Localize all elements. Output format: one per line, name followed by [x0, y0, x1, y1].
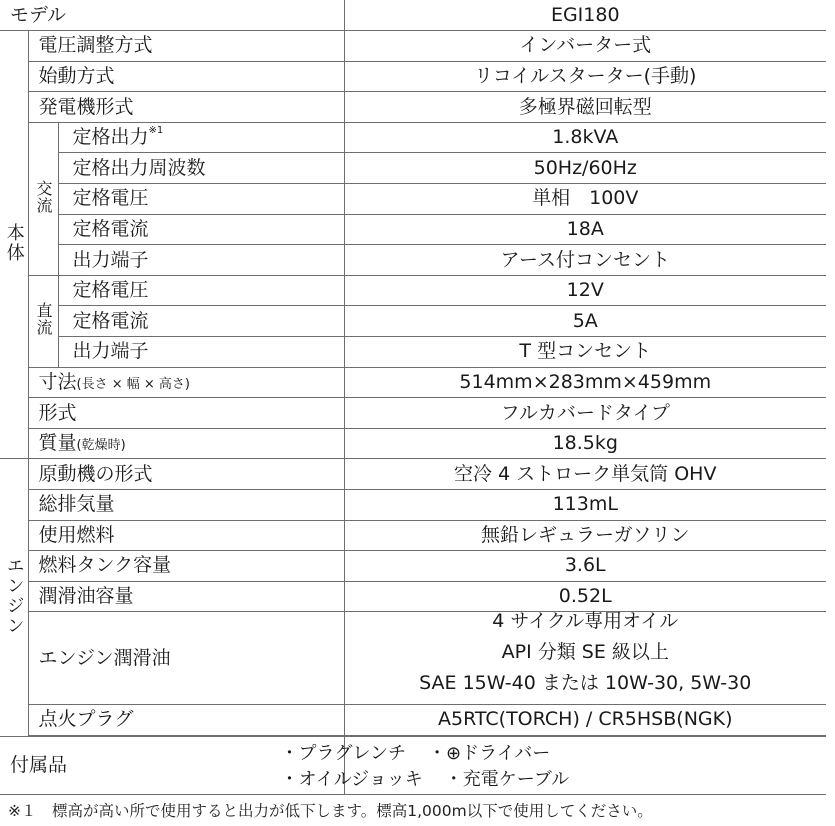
spec-label: 形式	[28, 398, 344, 429]
spec-label: 始動方式	[28, 61, 344, 92]
spec-value: インバーター式	[344, 31, 826, 62]
spec-value: アース付コンセント	[344, 245, 826, 276]
spec-sublabel: (長さ × 幅 × 高さ)	[76, 376, 190, 392]
accessories-items	[280, 736, 826, 794]
accessory-item: ・プラグレンチ	[280, 742, 407, 764]
oil-line: SAE 15W-40 または 10W-30, 5W-30	[419, 671, 752, 694]
spec-row	[0, 367, 826, 398]
spec-label: 潤滑油容量	[28, 581, 344, 612]
model-value: EGI180	[344, 0, 826, 31]
spec-value: A5RTC(TORCH) / CR5HSB(NGK)	[344, 705, 826, 736]
spec-row	[0, 184, 826, 215]
accessories-label: 付属品	[0, 736, 344, 794]
spec-value: リコイルスターター(手動)	[344, 61, 826, 92]
spec-row	[0, 551, 826, 582]
spec-value: 514mm×283mm×459mm	[344, 367, 826, 398]
spec-row	[0, 214, 826, 245]
spec-label: 定格電圧	[58, 275, 344, 306]
spec-label: 燃料タンク容量	[28, 551, 344, 582]
spec-label: エンジン潤滑油	[28, 612, 344, 705]
spec-value: 18A	[344, 214, 826, 245]
group-ac-label: 交流	[28, 122, 58, 275]
spec-row	[0, 337, 826, 368]
spec-row	[0, 398, 826, 429]
spec-row	[0, 31, 826, 62]
spec-label: 質量(乾燥時)	[28, 428, 344, 459]
spec-row	[0, 245, 826, 276]
spec-label: 総排気量	[28, 490, 344, 521]
oil-line: 4 サイクル専用オイル	[492, 610, 679, 633]
spec-label: 出力端子	[58, 337, 344, 368]
spec-label: 定格電流	[58, 306, 344, 337]
group-engine-label: エンジン	[0, 459, 28, 736]
model-row	[0, 0, 826, 31]
model-label: モデル	[0, 0, 344, 31]
accessories-row	[0, 736, 826, 794]
spec-label: 発電機形式	[28, 92, 344, 123]
spec-row	[0, 520, 826, 551]
spec-label: 定格電流	[58, 214, 344, 245]
spec-value: 1.8kVA	[344, 122, 826, 153]
spec-value: 単相 100V	[344, 184, 826, 215]
oil-line: API 分類 SE 級以上	[501, 640, 669, 663]
spec-label: 寸法(長さ × 幅 × 高さ)	[28, 367, 344, 398]
accessory-item: ・オイルジョッキ	[280, 768, 423, 790]
spec-value: 50Hz/60Hz	[344, 153, 826, 184]
spec-value: T 型コンセント	[344, 337, 826, 368]
group-body-label: 本体	[0, 31, 28, 459]
spec-label: 定格出力$^{※1}$	[58, 122, 344, 153]
footnote: ※１ 標高が高い所で使用すると出力が低下します。標高1,000m以下で使用してください。	[8, 802, 653, 820]
spec-label: 定格出力周波数	[58, 153, 344, 184]
spec-label: 電圧調整方式	[28, 31, 344, 62]
spec-row	[0, 306, 826, 337]
spec-row	[0, 153, 826, 184]
accessory-item: ・充電ケーブル	[444, 768, 570, 790]
spec-value: 3.6L	[344, 551, 826, 582]
spec-label: 原動機の形式	[28, 459, 344, 490]
spec-value: フルカバードタイプ	[344, 398, 826, 429]
spec-row	[0, 122, 826, 153]
spec-value: 12V	[344, 275, 826, 306]
spec-value: 5A	[344, 306, 826, 337]
spec-label: 使用燃料	[28, 520, 344, 551]
spec-row	[0, 581, 826, 612]
spec-sublabel: (乾燥時)	[76, 438, 126, 454]
spec-value: 113mL	[344, 490, 826, 521]
spec-value: 0.52L	[344, 581, 826, 612]
spec-row-oil	[0, 612, 826, 705]
spec-label: 出力端子	[58, 245, 344, 276]
spec-row	[0, 92, 826, 123]
footnote-marker: ※1	[148, 125, 164, 137]
spec-value: 18.5kg	[344, 428, 826, 459]
spec-row	[0, 490, 826, 521]
spec-row	[0, 705, 826, 736]
spec-row	[0, 428, 826, 459]
accessory-item: ・⊕ドライバー	[428, 742, 551, 764]
spec-value-multiline	[344, 612, 826, 705]
spec-value: 多極界磁回転型	[344, 92, 826, 123]
spec-value: 無鉛レギュラーガソリン	[344, 520, 826, 551]
group-dc-label: 直流	[28, 275, 58, 367]
spec-row	[0, 61, 826, 92]
spec-row	[0, 459, 826, 490]
spec-label: 定格電圧	[58, 184, 344, 215]
spec-value: 空冷 4 ストローク単気筒 OHV	[344, 459, 826, 490]
spec-row	[0, 275, 826, 306]
spec-label: 点火プラグ	[28, 705, 344, 736]
